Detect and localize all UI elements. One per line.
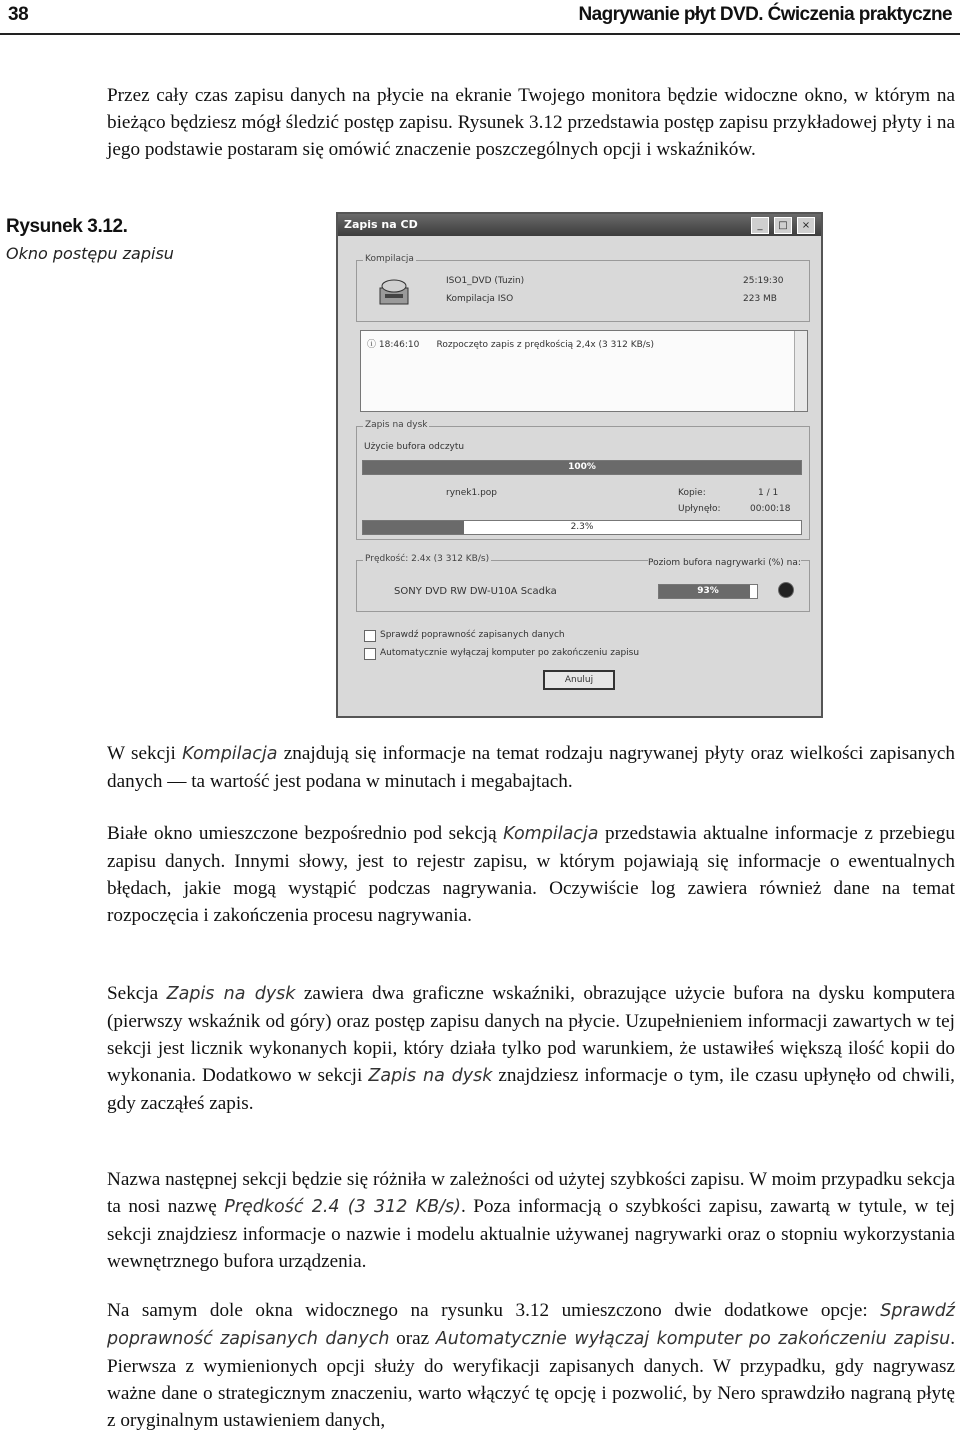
shutdown-option-label: Automatycznie wyłączaj komputer po zakończeniu zapisu (380, 648, 640, 658)
progress-value: 2.3% (570, 522, 594, 532)
close-button[interactable]: × (797, 217, 815, 234)
burner-icon (376, 274, 412, 310)
burn-progress-window (336, 212, 823, 718)
log-scrollbar[interactable] (794, 331, 807, 411)
drive-buffer-value: 93% (697, 586, 719, 596)
cancel-button[interactable]: Anuluj (543, 670, 615, 690)
shutdown-checkbox[interactable] (364, 648, 376, 660)
log-time: 18:46:10 (378, 340, 420, 350)
paragraph-compilation: W sekcji Kompilacja znajdują się informacje na temat rodzaju nagrywanej płyty oraz wielkości zapisanych danych — ta wartość jest podana w minutach i megabajtach. (107, 743, 955, 792)
intro-paragraph: Przez cały czas zapisu danych na płycie na ekranie Twojego monitora będzie widoczne okno, w którym na bieżąco będziesz mógł śledzić postęp zapisu. Rysunek 3.12 przedstawia postęp zapisu przykładowej płyty i na jego podstawie postaram się omówić znaczenie poszczególnych opcji i wskaźników. (107, 85, 955, 160)
verify-checkbox[interactable] (364, 630, 376, 642)
figure-label: Rysunek 3.12. (6, 216, 128, 237)
window-titlebar (338, 214, 821, 236)
log-info-icon: ⓘ (367, 340, 377, 350)
buffer-label: Użycie bufora odczytu (364, 442, 465, 452)
compilation-group (356, 254, 810, 322)
disc-size: 223 MB (743, 294, 777, 304)
paragraph-write-section: Sekcja Zapis na dysk zawiera dwa graficzne wskaźniki, obrazujące użycie bufora na dysku komputera (pierwszy wskaźnik od góry) oraz postęp zapisu danych na płycie. Uzupełnieniem informacji zawartych w tej sekcji jest licznik wykonanych kopii, który działa tylko pod warunkiem, że ustawiłeś większą ilość kopii do wykonania. Dodatkowo w sekcji Zapis na dysk znajdziesz informacje o tym, ile czasu upłynęło od chwili, gdy zacząłeś zapis. (107, 983, 955, 1114)
minimize-button[interactable]: _ (751, 217, 769, 234)
drive-buffer-label: Poziom bufora nagrywarki (%) na: (648, 558, 801, 568)
paragraph-log: Białe okno umieszczone bezpośrednio pod sekcją Kompilacja przedstawia aktualne informacje z przebiegu zapisu danych. Innymi słowy, jest to rejestr zapisu, w którym pojawiają się informacje o ewentualnych błędach, jakie mogą wystąpić podczas nagrywania. Oczywiście log zawiera również dane na temat rozpoczęcia i zakończenia procesu nagrywania. (107, 823, 955, 926)
progress-bar (362, 520, 802, 535)
buffer-value: 100% (568, 462, 596, 472)
disc-name: ISO1_DVD (Tuzin) (446, 276, 525, 286)
compilation-group-title: Kompilacja (365, 254, 414, 264)
speed-group-title: Prędkość: 2.4x (3 312 KB/s) (365, 554, 490, 564)
running-title: Nagrywanie płyt DVD. Ćwiczenia praktyczne (578, 4, 952, 25)
write-group-title: Zapis na dysk (365, 420, 428, 430)
copies-label: Kopie: (678, 488, 706, 498)
disc-type: Kompilacja ISO (446, 294, 514, 304)
paragraph-speed-section: Nazwa następnej sekcji będzie się różniła w zależności od użytej szybkości zapisu. W moim przypadku sekcja ta nosi nazwę Prędkość 2.4 (3 312 KB/s). Poza informacją o szybkości zapisu, zawartą w tytule, w tej sekcji znajdziesz informacje o nazwie i modelu aktualnie używanej nagrywarki oraz o stopniu wykorzystania wewnętrznego bufora urządzenia. (107, 1169, 955, 1272)
header-rule (0, 33, 960, 35)
write-log[interactable] (360, 330, 808, 412)
log-message: Rozpoczęto zapis z prędkością 2,4x (3 312 KB/s) (436, 340, 654, 350)
elapsed-label: Upłynęło: (678, 504, 721, 514)
elapsed-value: 00:00:18 (750, 504, 791, 514)
page-number: 38 (8, 4, 29, 25)
window-title: Zapis na CD (344, 218, 418, 231)
status-led-icon (778, 582, 794, 598)
log-entry (367, 337, 654, 350)
drive-buffer-bar (658, 584, 758, 599)
copies-value: 1 / 1 (758, 488, 779, 498)
drive-name: SONY DVD RW DW-U10A Scadka (394, 586, 557, 597)
file-name: rynek1.pop (446, 488, 497, 498)
paragraph-options: Na samym dole okna widocznego na rysunku 3.12 umieszczono dwie dodatkowe opcje: Sprawdź poprawność zapisanych danych oraz Automatycznie wyłączaj komputer po zakończeniu zapisu. Pierwsza z wymienionych opcji służy do weryfikacji zapisanych danych. W przypadku, gdy nagrywasz ważne dane o strategicznym znaczeniu, warto włączyć tę opcję i pozwolić, by Nero sprawdziło nagraną płytę z oryginalnym ustawieniem danych, (107, 1300, 955, 1431)
maximize-button[interactable]: □ (774, 217, 792, 234)
page-header (0, 0, 960, 34)
buffer-bar (362, 460, 802, 475)
verify-option-label: Sprawdź poprawność zapisanych danych (380, 630, 565, 640)
disc-time: 25:19:30 (743, 276, 784, 286)
figure-caption: Okno postępu zapisu (6, 244, 174, 263)
